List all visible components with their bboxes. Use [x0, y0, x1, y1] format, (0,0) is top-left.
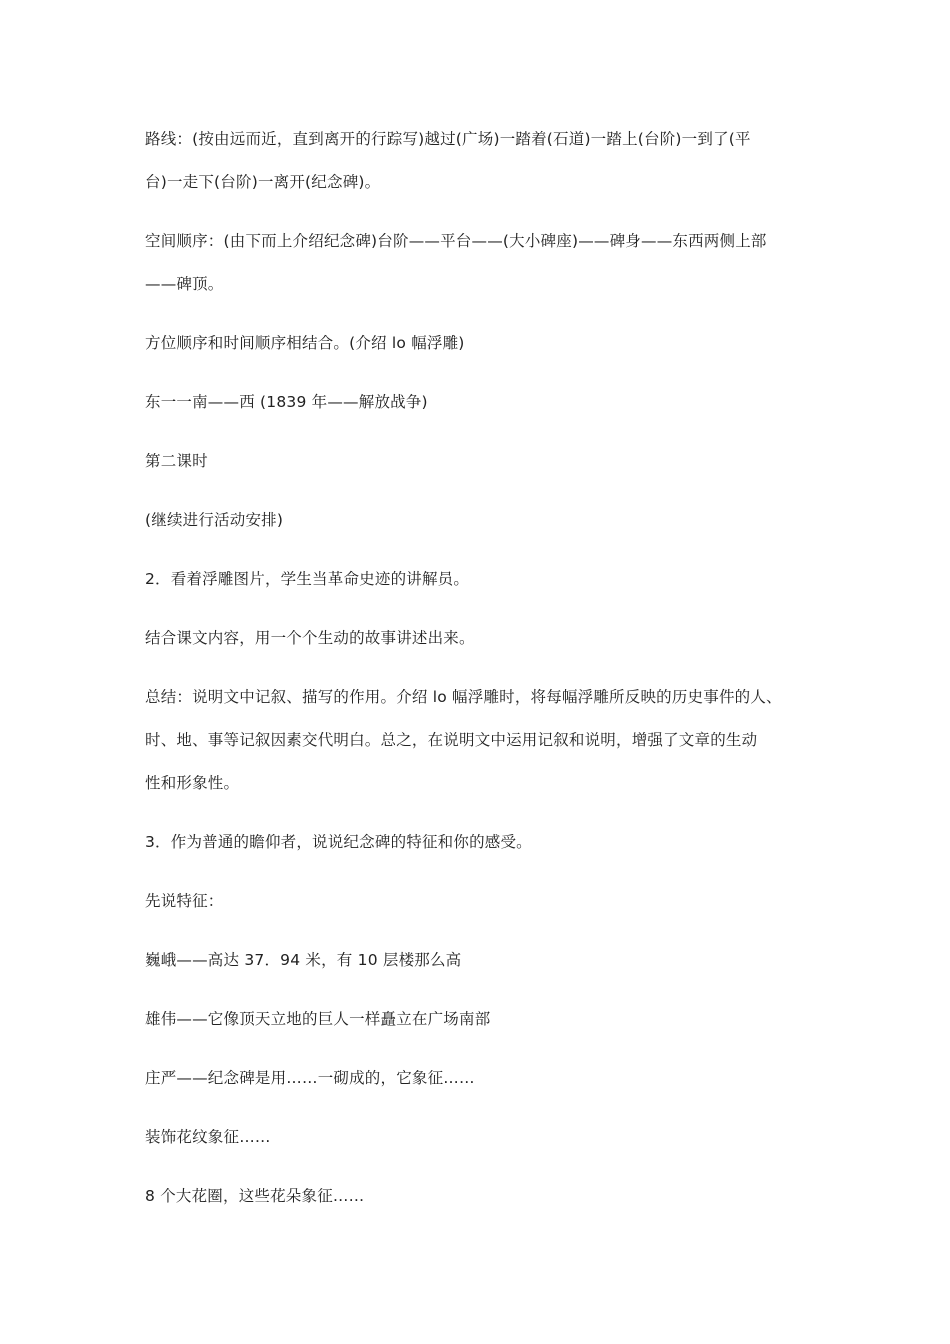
text-line: 空间顺序：(由下而上介绍纪念碑)台阶——平台——(大小碑座)——碑身——东西两侧上部	[145, 232, 767, 250]
text-line: 雄伟——它像顶天立地的巨人一样矗立在广场南部	[145, 1010, 491, 1028]
text-line: 8 个大花圈，这些花朵象征……	[145, 1187, 365, 1205]
text-line: 总结：说明文中记叙、描写的作用。介绍 lo 幅浮雕时，将每幅浮雕所反映的历史事件的人、	[145, 688, 782, 706]
text-line: ——碑顶。	[145, 275, 224, 293]
text-line: (继续进行活动安排)	[145, 511, 284, 529]
text-line: 结合课文内容，用一个个生动的故事讲述出来。	[145, 629, 475, 647]
text-line: 装饰花纹象征……	[145, 1128, 271, 1146]
text-line: 巍峨——高达 37．94 米，有 10 层楼那么高	[145, 951, 462, 969]
text-line: 2．看着浮雕图片，学生当革命史迹的讲解员。	[145, 570, 470, 588]
text-line: 庄严——纪念碑是用……一砌成的，它象征……	[145, 1069, 475, 1087]
text-line: 方位顺序和时间顺序相结合。(介绍 lo 幅浮雕)	[145, 334, 465, 352]
text-line: 路线：(按由远而近，直到离开的行踪写)越过(广场)一踏着(石道)一踏上(台阶)一到了(平	[145, 130, 751, 148]
text-line: 台)一走下(台阶)一离开(纪念碑)。	[145, 173, 381, 191]
text-line: 东一一南——西 (1839 年——解放战争)	[145, 393, 428, 411]
text-line: 时、地、事等记叙因素交代明白。总之，在说明文中运用记叙和说明，增强了文章的生动	[145, 731, 758, 749]
document-page	[145, 118, 815, 1218]
text-line: 性和形象性。	[145, 774, 240, 792]
text-line: 3．作为普通的瞻仰者，说说纪念碑的特征和你的感受。	[145, 833, 532, 851]
section-heading: 第二课时	[145, 452, 208, 470]
text-line: 先说特征：	[145, 892, 224, 910]
